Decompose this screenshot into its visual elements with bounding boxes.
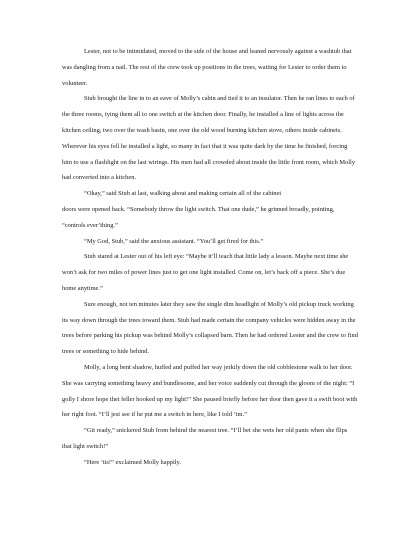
paragraph: “Here ’tis!” exclaimed Molly happily. — [84, 458, 181, 466]
paragraph: Stub stared at Lester out of his left eye: “Maybe it’ll teach that little lady a lesson. Maybe next time she won’t ask for two miles of power lines just to get one light installed. Come on, let’s back off a piece. She’s due home anytime.” — [62, 253, 349, 292]
paragraph: Stub brought the line in to an eave of Molly’s cabin and tied it to an insulator. Then he ran lines to each of the three rooms, tying them all to one switch at the kitchen door. Finally, he installed a line of lights across the kitchen ceiling, two over the wash basin, one over the old wood burning kitchen stove, others inside cabinets. Wherever his eyes fell he installed a light, so many in fact that it was quite dark by the time he finished, forcing him to use a flashlight on the last wirings. His men had all crowded about inside the little front room, which Molly had converted into a kitchen. — [62, 95, 356, 182]
paragraph-continuation: doors were opened back. “Somebody throw the light switch. That one dude,” he grinned broadly, pointing, “controls ever’thing.” — [62, 205, 335, 229]
paragraph: Molly, a long bent shadow, huffed and puffed her way jerkily down the old cobblestone walk to her door. She was carrying something heavy and bundlesome, and her voice suddenly cut through the gloom of the night: “I golly I shore hope thet feller hooked up my light!” She paused briefly before her door then gave it a swift boot with her right foot. “I’ll jest see if he put me a switch in here, like I told ’im.” — [62, 363, 358, 419]
paragraph: Sure enough, not ten minutes later they saw the single dim headlight of Molly’s old pickup truck working its way down through the trees toward them. Stub had made certain the company vehicles were hidden away in the trees before parking his pickup was behind Molly’s collapsed barn. Then he had ordered Lester and the crew to find trees or something to hide behind. — [62, 300, 358, 356]
paragraph: “My God, Stub,” said the anxious assistant. “You’ll get fired for this.” — [84, 237, 264, 245]
paragraph: Lester, not to be intimidated, moved to the side of the house and leaned nervously against a washtub that was dangling from a nail. The rest of the crew took up positions in the trees, waiting for Lester to order them to volunteer. — [62, 48, 352, 87]
paragraph: “Okay,” said Stub at last, walking about and making certain all of the cabinet — [84, 190, 282, 198]
paragraph: “Git ready,” snickered Stub from behind the nearest tree. “I’ll bet she wets her old pants when she flips that light switch!” — [62, 427, 348, 450]
